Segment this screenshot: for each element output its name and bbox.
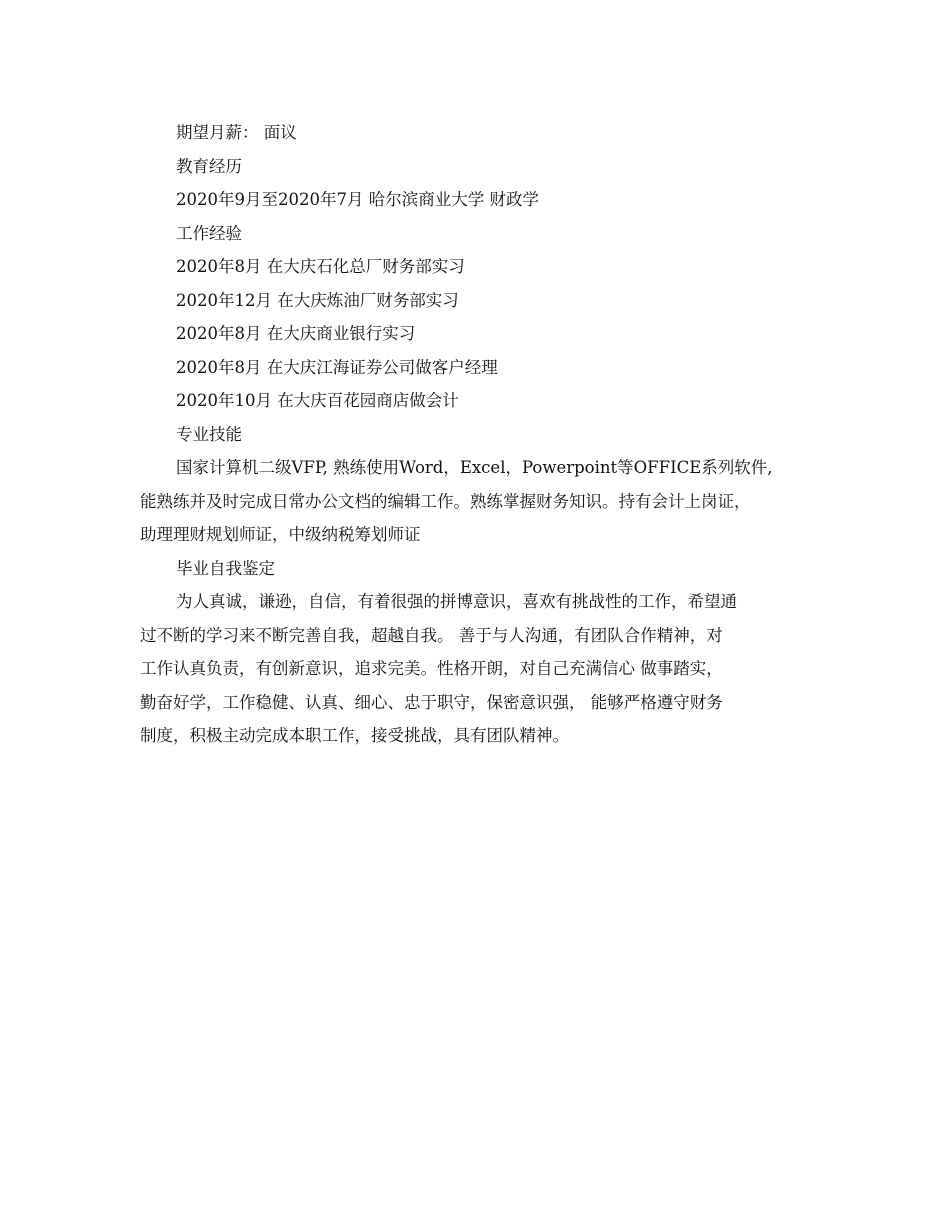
self-evaluation-line: 为人真诚，谦逊，自信，有着很强的拼博意识，喜欢有挑战性的工作，希望通 xyxy=(176,592,737,611)
self-evaluation-line: 工作认真负责，有创新意识，追求完美。性格开朗，对自己充满信心 做事踏实， xyxy=(140,659,723,678)
education-heading: 教育经历 xyxy=(176,156,242,176)
self-evaluation-line: 勤奋好学，工作稳健、认真、细心、忠于职守，保密意识强， 能够严格遵守财务 xyxy=(140,692,723,712)
education-entry: 2020年9月至2020年7月 哈尔滨商业大学 财政学 xyxy=(176,190,539,209)
resume-content xyxy=(140,116,830,753)
work-item: 2020年10月 在大庆百花园商店做会计 xyxy=(176,391,459,410)
self-evaluation-heading: 毕业自我鉴定 xyxy=(176,558,275,578)
expected-salary: 期望月薪： 面议 xyxy=(176,123,297,142)
work-item: 2020年12月 在大庆炼油厂财务部实习 xyxy=(176,290,459,310)
work-item: 2020年8月 在大庆商业银行实习 xyxy=(176,324,416,343)
self-evaluation-line: 过不断的学习来不断完善自我，超越自我。 善于与人沟通，有团队合作精神，对 xyxy=(140,625,723,645)
work-item: 2020年8月 在大庆石化总厂财务部实习 xyxy=(176,257,465,276)
self-evaluation-line: 制度，积极主动完成本职工作，接受挑战，具有团队精神。 xyxy=(140,726,569,745)
skills-line: 助理理财规划师证，中级纳税筹划师证 xyxy=(140,525,421,544)
work-item: 2020年8月 在大庆江海证券公司做客户经理 xyxy=(176,357,498,377)
work-heading: 工作经验 xyxy=(176,223,242,243)
skills-heading: 专业技能 xyxy=(176,424,242,444)
skills-line: 能熟练并及时完成日常办公文档的编辑工作。熟练掌握财务知识。持有会计上岗证， xyxy=(140,491,751,511)
skills-line: 国家计算机二级VFP, 熟练使用Word，Excel，Powerpoint等OFFICE系列软件, xyxy=(176,458,773,477)
